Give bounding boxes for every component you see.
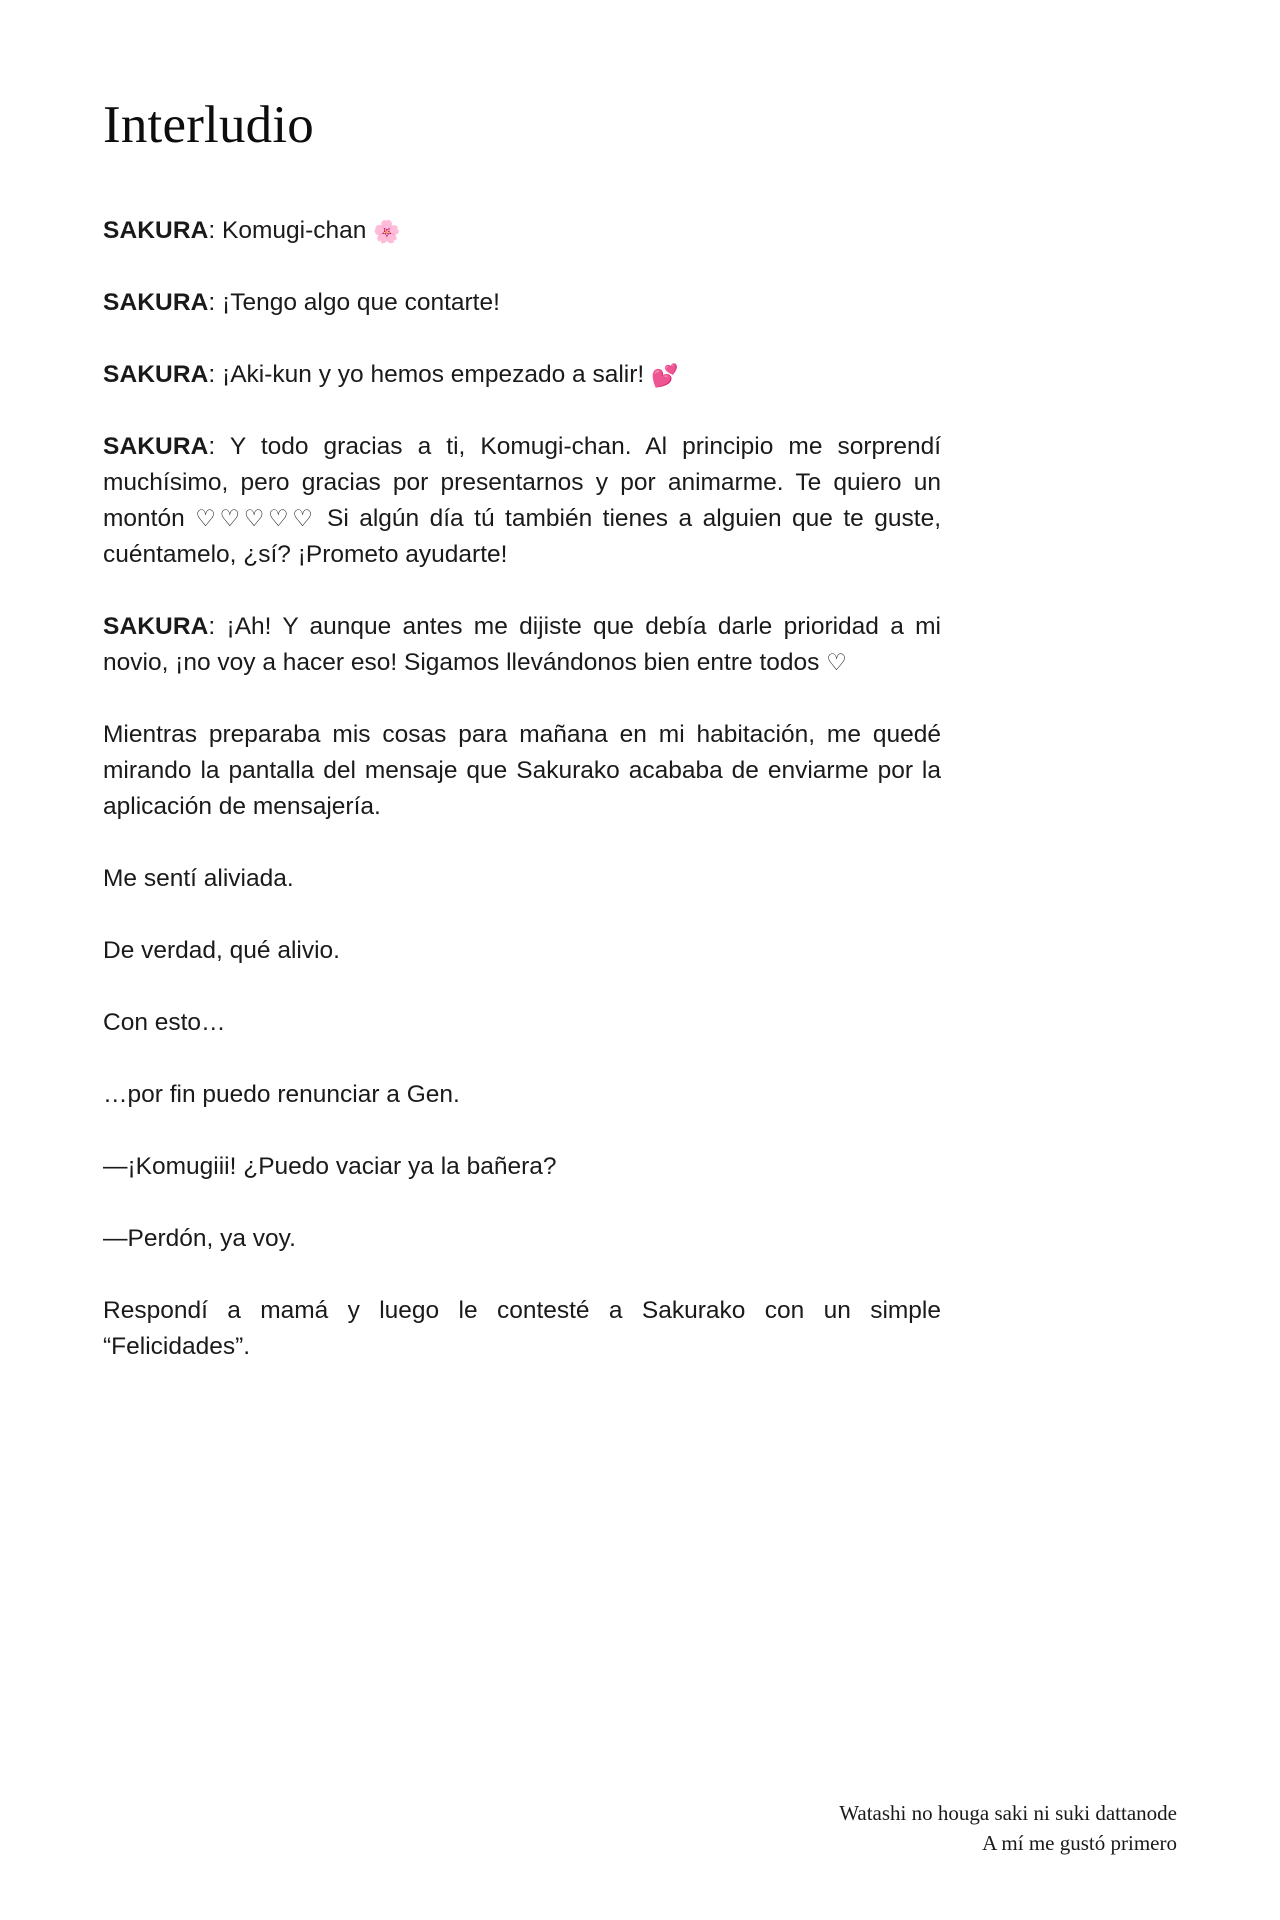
paragraph-text-before-hearts: ¡Ah! Y aunque antes me dijiste que debía darle prioridad a mi novio, ¡no voy a hacer eso! Sigamos llevándonos bien entre todos xyxy=(103,613,941,677)
paragraph-dialogue-1 xyxy=(103,1149,941,1185)
paragraph-text: ¡Aki-kun y yo hemos empezado a salir! xyxy=(222,361,651,389)
speaker-separator: : xyxy=(208,613,227,641)
paragraph-text: Respondí a mamá y luego le contesté a Sakurako con un simple “Felicidades”. xyxy=(103,1297,941,1361)
footer-title-romaji: Watashi no houga saki ni suki dattanode xyxy=(839,1801,1177,1825)
paragraph-narration-2 xyxy=(103,861,941,897)
paragraph-narration-1 xyxy=(103,717,941,825)
white-heart-symbols-icon: ♡♡♡♡♡ xyxy=(195,506,317,533)
paragraph-narration-5 xyxy=(103,1077,941,1113)
paragraph-text: ¡Tengo algo que contarte! xyxy=(222,289,500,317)
paragraph-text-after-hearts: Si algún día tú también tienes a alguien que te guste, cuéntamelo, ¿sí? ¡Prometo ayudarte! xyxy=(103,505,941,569)
speaker-separator: : xyxy=(208,289,223,317)
paragraph-narration-3 xyxy=(103,933,941,969)
paragraph-sakura-msg-4 xyxy=(103,429,941,573)
paragraph-text: Con esto… xyxy=(103,1009,226,1037)
paragraph-text: —¡Komugiii! ¿Puedo vaciar ya la bañera? xyxy=(103,1153,557,1181)
paragraph-sakura-msg-1 xyxy=(103,213,941,249)
paragraph-sakura-msg-5 xyxy=(103,609,941,681)
paragraph-text: De verdad, qué alivio. xyxy=(103,937,340,965)
speaker-label: SAKURA xyxy=(103,433,209,461)
speaker-separator: : xyxy=(208,361,223,389)
speaker-label: SAKURA xyxy=(103,289,209,317)
paragraph-text: …por fin puedo renunciar a Gen. xyxy=(103,1081,460,1109)
page-title: Interludio xyxy=(103,96,314,154)
document-content xyxy=(103,96,941,1401)
paragraph-text: Mientras preparaba mis cosas para mañana en mi habitación, me quedé mirando la pantalla del mensaje que Sakurako acababa de enviarme por la aplicación de mensajería. xyxy=(103,721,941,821)
white-heart-symbol-icon: ♡ xyxy=(826,650,847,677)
speaker-separator: : xyxy=(208,217,223,245)
cherry-blossom-icon: 🌸 xyxy=(373,220,401,246)
speaker-label: SAKURA xyxy=(103,613,209,641)
paragraph-text-before-hearts: Y todo gracias a ti, Komugi-chan. Al principio me sorprendí muchísimo, pero gracias por presentarnos y por animarme. Te quiero un montón xyxy=(103,433,942,533)
paragraph-narration-6 xyxy=(103,1293,941,1365)
paragraph-text: Komugi-chan xyxy=(222,217,374,245)
footer-title-spanish: A mí me gustó primero xyxy=(982,1831,1177,1855)
paragraph-text: Me sentí aliviada. xyxy=(103,865,294,893)
paragraph-text: —Perdón, ya voy. xyxy=(103,1225,296,1253)
speaker-label: SAKURA xyxy=(103,361,209,389)
two-hearts-icon: 💕 xyxy=(650,364,679,390)
paragraph-sakura-msg-2 xyxy=(103,285,941,321)
paragraph-narration-4 xyxy=(103,1005,941,1041)
paragraph-sakura-msg-3 xyxy=(103,357,941,393)
page-footer xyxy=(477,1798,1177,1858)
paragraph-dialogue-2 xyxy=(103,1221,941,1257)
speaker-separator: : xyxy=(208,433,230,461)
speaker-label: SAKURA xyxy=(103,217,209,245)
